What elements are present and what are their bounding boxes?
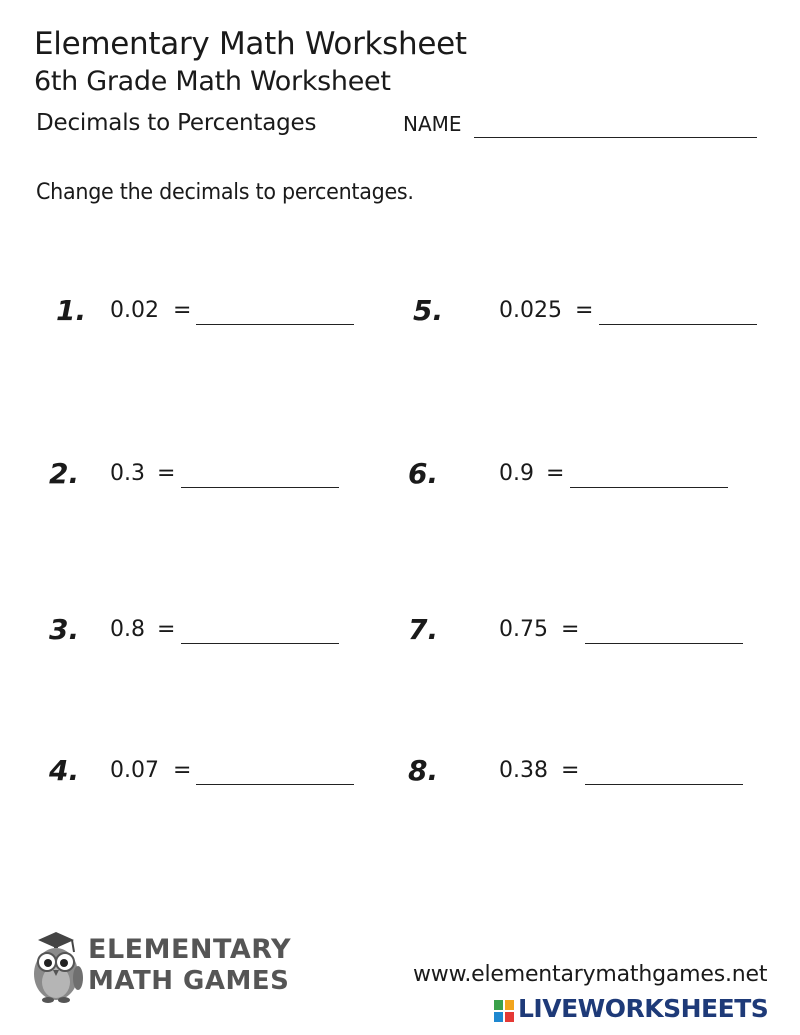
answer-blank[interactable] bbox=[585, 784, 743, 785]
liveworksheets-icon bbox=[494, 1000, 514, 1022]
name-answer-line[interactable] bbox=[474, 137, 757, 138]
problem-5 bbox=[0, 294, 800, 328]
answer-blank[interactable] bbox=[570, 487, 728, 488]
problem-number: 8. bbox=[408, 754, 439, 787]
problem-decimal: 0.9 bbox=[499, 461, 534, 486]
problem-7 bbox=[0, 613, 800, 647]
problem-6 bbox=[0, 457, 800, 491]
logo-line-elementary: ELEMENTARY bbox=[88, 934, 292, 965]
topic-heading: Decimals to Percentages bbox=[36, 110, 317, 136]
problem-number: 1. bbox=[56, 294, 87, 327]
problem-decimal: 0.02 bbox=[110, 298, 159, 323]
equals-sign: = bbox=[546, 461, 565, 486]
liveworksheets-text: LIVEWORKSHEETS bbox=[518, 994, 769, 1023]
problem-number: 4. bbox=[49, 754, 80, 787]
website-url[interactable]: www.elementarymathgames.net bbox=[413, 962, 768, 987]
answer-blank[interactable] bbox=[585, 643, 743, 644]
elementary-math-games-logo bbox=[26, 926, 292, 1006]
problem-number: 2. bbox=[49, 457, 80, 490]
owl-mascot-icon bbox=[26, 926, 86, 1006]
problem-decimal: 0.07 bbox=[110, 758, 159, 783]
problem-decimal: 0.025 bbox=[499, 298, 562, 323]
problem-number: 5. bbox=[413, 294, 444, 327]
problem-number: 7. bbox=[408, 613, 439, 646]
problem-decimal: 0.8 bbox=[110, 617, 145, 642]
grade-subtitle: 6th Grade Math Worksheet bbox=[34, 66, 391, 97]
problem-decimal: 0.75 bbox=[499, 617, 548, 642]
equals-sign: = bbox=[561, 617, 580, 642]
equals-sign: = bbox=[157, 461, 176, 486]
worksheet-title: Elementary Math Worksheet bbox=[34, 26, 467, 62]
name-label: NAME bbox=[403, 112, 462, 136]
instructions: Change the decimals to percentages. bbox=[36, 180, 414, 205]
problem-decimal: 0.3 bbox=[110, 461, 145, 486]
equals-sign: = bbox=[173, 298, 192, 323]
equals-sign: = bbox=[173, 758, 192, 783]
equals-sign: = bbox=[157, 617, 176, 642]
problem-number: 3. bbox=[49, 613, 80, 646]
answer-blank[interactable] bbox=[599, 324, 757, 325]
problem-decimal: 0.38 bbox=[499, 758, 548, 783]
equals-sign: = bbox=[561, 758, 580, 783]
problem-number: 6. bbox=[408, 457, 439, 490]
equals-sign: = bbox=[575, 298, 594, 323]
logo-line-math-games: MATH GAMES bbox=[88, 966, 290, 996]
problem-8 bbox=[0, 754, 800, 788]
